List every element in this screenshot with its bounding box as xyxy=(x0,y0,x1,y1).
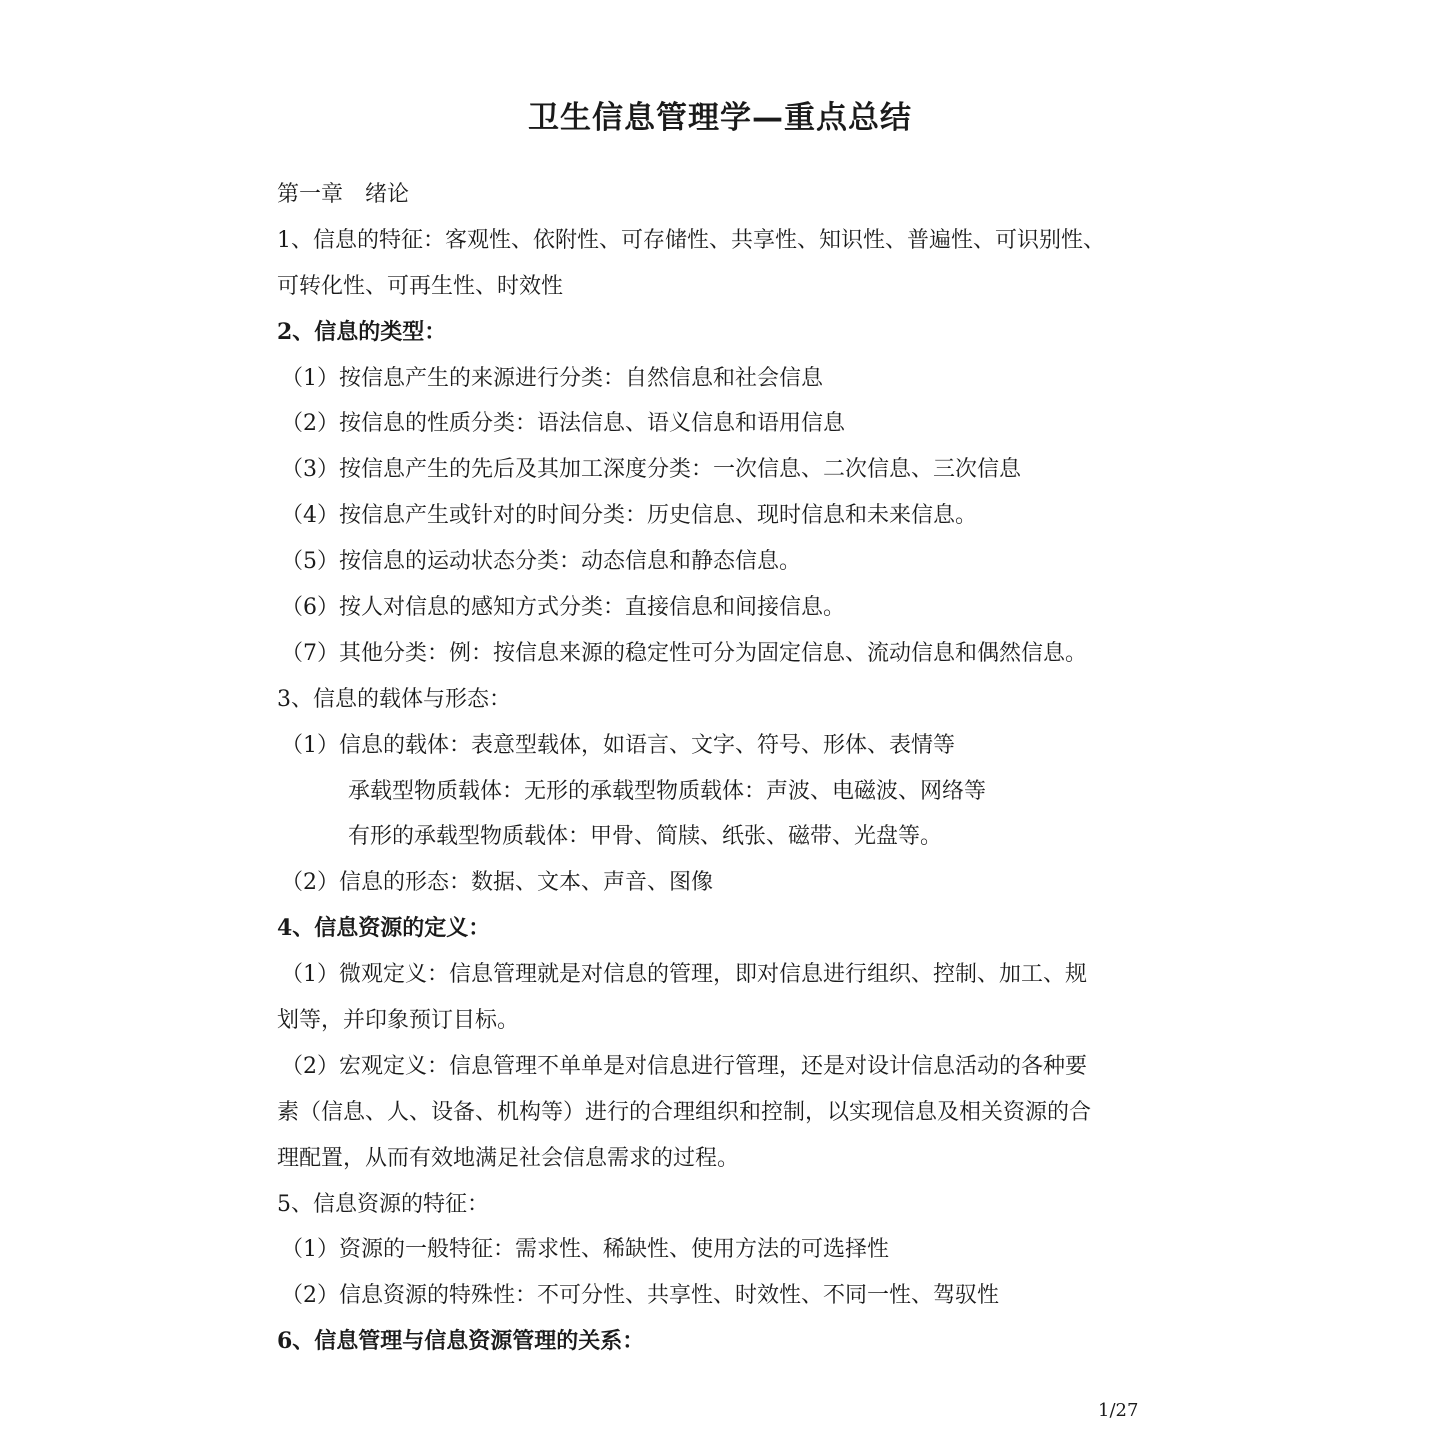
page-number: 1/27 xyxy=(1098,1400,1139,1421)
section-heading: 2、信息的类型： xyxy=(277,318,447,345)
paragraph-line: 理配置，从而有效地满足社会信息需求的过程。 xyxy=(277,1145,740,1171)
section-heading: 4、信息资源的定义： xyxy=(277,915,491,942)
list-item: （2）信息资源的特殊性：不可分性、共享性、时效性、不同一性、驾驭性 xyxy=(281,1283,999,1309)
document-body xyxy=(277,172,1177,1365)
paragraph-line: 1、信息的特征：客观性、依附性、可存储性、共享性、知识性、普遍性、可识别性、 xyxy=(277,227,1105,253)
section-heading: 5、信息资源的特征： xyxy=(277,1191,489,1217)
list-item: （4）按信息产生或针对的时间分类：历史信息、现时信息和未来信息。 xyxy=(281,503,977,529)
list-item: （1）资源的一般特征：需求性、稀缺性、使用方法的可选择性 xyxy=(281,1237,889,1263)
list-item-continuation: 有形的承载型物质载体：甲骨、简牍、纸张、磁带、光盘等。 xyxy=(348,824,943,850)
list-item: （1）信息的载体：表意型载体，如语言、文字、符号、形体、表情等 xyxy=(281,732,955,758)
section-heading: 3、信息的载体与形态： xyxy=(277,686,511,712)
paragraph-line: 可转化性、可再生性、时效性 xyxy=(277,273,564,299)
list-item: （5）按信息的运动状态分类：动态信息和静态信息。 xyxy=(281,549,801,575)
paragraph-line: 素（信息、人、设备、机构等）进行的合理组织和控制，以实现信息及相关资源的合 xyxy=(277,1099,1092,1125)
chapter-heading: 第一章 绪论 xyxy=(277,182,410,207)
list-item: （2）信息的形态：数据、文本、声音、图像 xyxy=(281,870,713,896)
list-item-continuation: 承载型物质载体：无形的承载型物质载体：声波、电磁波、网络等 xyxy=(348,778,987,804)
list-item: （2）宏观定义：信息管理不单单是对信息进行管理，还是对设计信息活动的各种要 xyxy=(281,1053,1087,1079)
paragraph-line: 划等，并印象预订目标。 xyxy=(277,1008,520,1034)
list-item: （2）按信息的性质分类：语法信息、语义信息和语用信息 xyxy=(281,411,845,437)
list-item: （1）按信息产生的来源进行分类：自然信息和社会信息 xyxy=(281,365,823,391)
document-title: 卫生信息管理学—重点总结 xyxy=(528,100,912,136)
section-heading: 6、信息管理与信息资源管理的关系： xyxy=(277,1328,645,1355)
list-item: （6）按人对信息的感知方式分类：直接信息和间接信息。 xyxy=(281,595,845,621)
list-item: （1）微观定义：信息管理就是对信息的管理，即对信息进行组织、控制、加工、规 xyxy=(281,962,1087,988)
list-item: （3）按信息产生的先后及其加工深度分类：一次信息、二次信息、三次信息 xyxy=(281,457,1021,483)
list-item: （7）其他分类：例：按信息来源的稳定性可分为固定信息、流动信息和偶然信息。 xyxy=(281,640,1087,666)
